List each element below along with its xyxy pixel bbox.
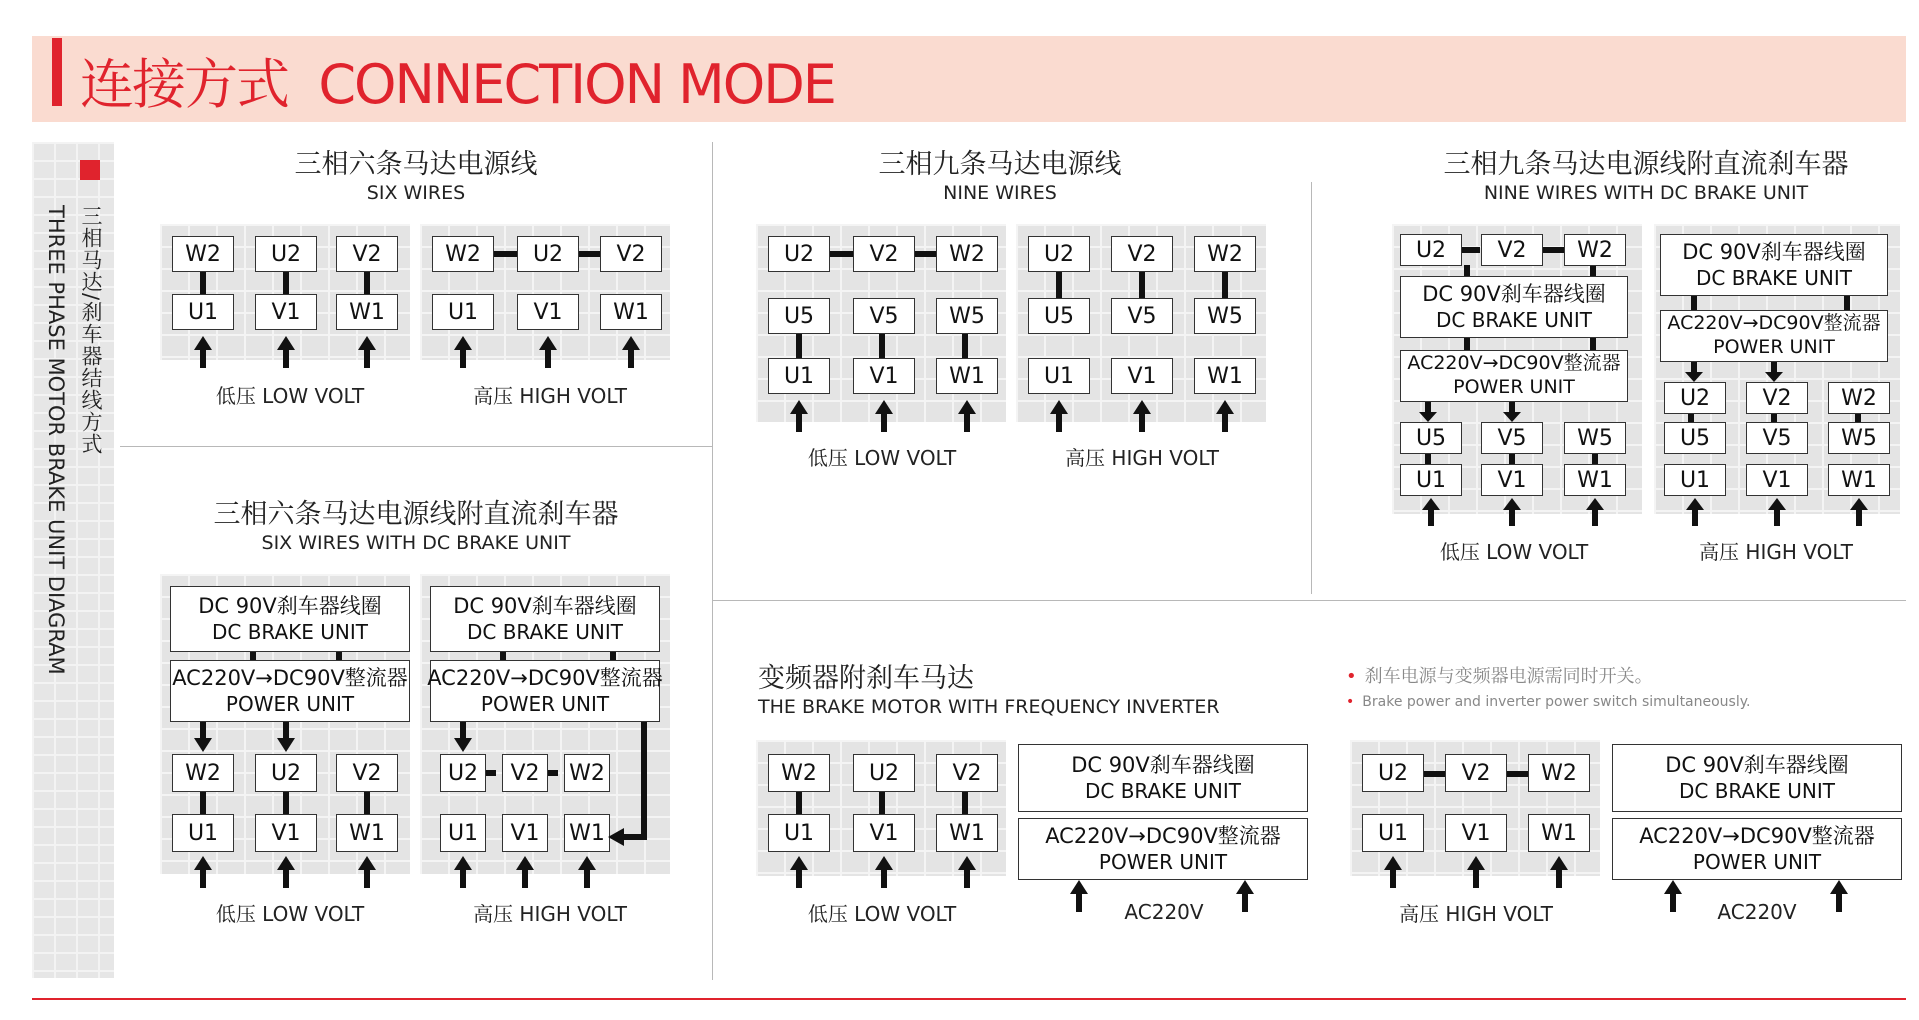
dc-brake-unit-en: DC BRAKE UNIT xyxy=(1695,265,1853,290)
terminal-v2: V2 xyxy=(1746,382,1808,414)
wire-link xyxy=(879,790,885,814)
caption-ac220v: AC220V xyxy=(1717,900,1797,924)
arrow-up-icon xyxy=(578,856,596,888)
wire-link xyxy=(796,790,802,814)
arrow-down-icon xyxy=(1419,402,1437,422)
terminal-v1: V1 xyxy=(853,358,915,394)
section-title-six-brake: 三相六条马达电源线附直流刹车器 xyxy=(213,499,619,530)
power-unit-en: POWER UNIT xyxy=(1713,336,1835,358)
note-en-text: Brake power and inverter power switch simultaneously. xyxy=(1362,694,1751,710)
arrow-up-icon xyxy=(1422,498,1440,526)
terminal-w1: W1 xyxy=(936,358,998,394)
arrow-left-icon xyxy=(608,828,624,846)
arrow-up-icon xyxy=(1050,400,1068,432)
terminal-w5: W5 xyxy=(1194,298,1256,334)
terminal-v2: V2 xyxy=(1481,234,1543,266)
header-accent-bar xyxy=(52,38,62,106)
terminal-w2: W2 xyxy=(1828,382,1890,414)
wire-link xyxy=(283,270,289,294)
terminal-u2: U2 xyxy=(1400,234,1462,266)
dc-brake-unit xyxy=(1400,276,1628,338)
caption-high-volt: 高压 HIGH VOLT xyxy=(473,384,627,408)
terminal-v2: V2 xyxy=(1111,236,1173,272)
power-unit xyxy=(1612,818,1902,880)
terminal-u1: U1 xyxy=(768,814,830,852)
terminal-u1: U1 xyxy=(432,294,494,330)
arrow-down-icon xyxy=(454,722,472,752)
power-unit-cn: AC220V→DC90V整流器 xyxy=(427,666,663,691)
dc-brake-unit xyxy=(430,586,660,652)
arrow-up-icon xyxy=(194,856,212,888)
arrow-up-icon xyxy=(1133,400,1151,432)
terminal-u5: U5 xyxy=(1400,422,1462,454)
dc-brake-unit-cn: DC 90V刹车器线圈 xyxy=(453,594,637,619)
terminal-w2: W2 xyxy=(1564,234,1626,266)
terminal-v1: V1 xyxy=(255,814,317,852)
power-unit-cn: AC220V→DC90V整流器 xyxy=(1045,824,1281,849)
divider-vertical-main xyxy=(712,142,713,980)
caption-low-volt: 低压 LOW VOLT xyxy=(807,902,957,926)
divider-horizontal-left xyxy=(120,446,712,447)
terminal-v1: V1 xyxy=(517,294,579,330)
dc-brake-unit xyxy=(1018,744,1308,812)
terminal-w1: W1 xyxy=(1564,464,1626,496)
wire-link xyxy=(364,790,370,814)
arrow-down-icon xyxy=(1685,362,1703,382)
divider-horizontal-right xyxy=(712,600,1906,601)
terminal-u2: U2 xyxy=(768,236,830,272)
arrow-up-icon xyxy=(454,336,472,368)
terminal-w2: W2 xyxy=(1528,754,1590,792)
caption-high-volt: 高压 HIGH VOLT xyxy=(473,902,627,926)
sidebar-marker xyxy=(80,160,100,180)
arrow-up-icon xyxy=(539,336,557,368)
wire-link xyxy=(962,790,968,814)
arrow-down-icon xyxy=(277,722,295,752)
terminal-w2: W2 xyxy=(1194,236,1256,272)
arrow-up-icon xyxy=(1686,498,1704,526)
terminal-w2: W2 xyxy=(172,754,234,792)
sidebar-title-en: THREE PHASE MOTOR BRAKE UNIT DIAGRAM xyxy=(44,205,68,675)
terminal-v1: V1 xyxy=(502,814,548,852)
wire-link xyxy=(879,334,885,358)
section-title-nine: 三相九条马达电源线 xyxy=(878,149,1122,180)
terminal-u1: U1 xyxy=(1028,358,1090,394)
arrow-up-icon xyxy=(1467,856,1485,888)
wire-link xyxy=(364,270,370,294)
arrow-up-icon xyxy=(1070,880,1088,912)
dc-brake-unit-cn: DC 90V刹车器线圈 xyxy=(1071,753,1255,778)
wire-link xyxy=(1590,336,1596,350)
caption-low-volt: 低压 LOW VOLT xyxy=(215,902,365,926)
dc-brake-unit-en: DC BRAKE UNIT xyxy=(1435,307,1593,332)
terminal-u1: U1 xyxy=(768,358,830,394)
wire-link xyxy=(641,722,647,840)
terminal-w2: W2 xyxy=(768,754,830,792)
terminal-u1: U1 xyxy=(1400,464,1462,496)
arrow-up-icon xyxy=(1586,498,1604,526)
terminal-u5: U5 xyxy=(1664,422,1726,454)
terminal-v2: V2 xyxy=(936,754,998,792)
terminal-v2: V2 xyxy=(1445,754,1507,792)
terminal-u2: U2 xyxy=(440,754,486,792)
terminal-w1: W1 xyxy=(336,814,398,852)
wire-link xyxy=(1056,270,1062,298)
arrow-up-icon xyxy=(1830,880,1848,912)
note-en xyxy=(1346,694,1750,710)
terminal-v5: V5 xyxy=(1746,422,1808,454)
terminal-w5: W5 xyxy=(936,298,998,334)
dc-brake-unit xyxy=(170,586,410,652)
page-title: 连接方式 CONNECTION MODE xyxy=(80,53,835,116)
arrow-up-icon xyxy=(358,856,376,888)
wire-link xyxy=(200,270,206,294)
power-unit xyxy=(1660,310,1888,362)
terminal-u2: U2 xyxy=(1664,382,1726,414)
terminal-w1: W1 xyxy=(600,294,662,330)
arrow-up-icon xyxy=(790,400,808,432)
terminal-w2: W2 xyxy=(936,236,998,272)
terminal-u1: U1 xyxy=(172,294,234,330)
footer-rule xyxy=(32,998,1906,1000)
arrow-up-icon xyxy=(958,856,976,888)
caption-ac220v: AC220V xyxy=(1124,900,1204,924)
section-title-six: 三相六条马达电源线 xyxy=(294,149,538,180)
terminal-u2: U2 xyxy=(853,754,915,792)
wire-link xyxy=(796,334,802,358)
terminal-w5: W5 xyxy=(1564,422,1626,454)
terminal-v2: V2 xyxy=(600,236,662,272)
wire-link xyxy=(1139,270,1145,298)
caption-high-volt: 高压 HIGH VOLT xyxy=(1065,446,1219,470)
terminal-w5: W5 xyxy=(1828,422,1890,454)
terminal-w1: W1 xyxy=(1528,814,1590,852)
wire-link xyxy=(1464,336,1470,350)
terminal-u2: U2 xyxy=(517,236,579,272)
dc-brake-unit-cn: DC 90V刹车器线圈 xyxy=(1422,282,1606,307)
arrow-up-icon xyxy=(358,336,376,368)
caption-low-volt: 低压 LOW VOLT xyxy=(807,446,957,470)
caption-high-volt: 高压 HIGH VOLT xyxy=(1399,902,1553,926)
terminal-u1: U1 xyxy=(172,814,234,852)
arrow-up-icon xyxy=(790,856,808,888)
caption-low-volt: 低压 LOW VOLT xyxy=(1439,540,1589,564)
power-unit xyxy=(1018,818,1308,880)
caption-high-volt: 高压 HIGH VOLT xyxy=(1699,540,1853,564)
terminal-u2: U2 xyxy=(255,236,317,272)
dc-brake-unit xyxy=(1612,744,1902,812)
note-cn xyxy=(1346,662,1653,688)
arrow-up-icon xyxy=(1768,498,1786,526)
terminal-w1: W1 xyxy=(1828,464,1890,496)
power-unit-en: POWER UNIT xyxy=(1098,849,1228,874)
terminal-v5: V5 xyxy=(853,298,915,334)
terminal-w1: W1 xyxy=(336,294,398,330)
arrow-up-icon xyxy=(277,856,295,888)
dc-brake-unit xyxy=(1660,234,1888,296)
arrow-up-icon xyxy=(1503,498,1521,526)
arrow-down-icon xyxy=(194,722,212,752)
section-subtitle-inverter: THE BRAKE MOTOR WITH FREQUENCY INVERTER xyxy=(758,696,1220,718)
power-unit xyxy=(170,660,410,722)
terminal-u1: U1 xyxy=(440,814,486,852)
power-unit-en: POWER UNIT xyxy=(1692,849,1822,874)
section-title-inverter: 变频器附刹车马达 xyxy=(758,663,974,694)
power-unit-en: POWER UNIT xyxy=(225,691,355,716)
arrow-up-icon xyxy=(958,400,976,432)
terminal-v1: V1 xyxy=(1445,814,1507,852)
dc-brake-unit-en: DC BRAKE UNIT xyxy=(1084,778,1242,803)
power-unit-cn: AC220V→DC90V整流器 xyxy=(1407,352,1621,375)
terminal-v2: V2 xyxy=(853,236,915,272)
terminal-w2: W2 xyxy=(432,236,494,272)
dc-brake-unit-en: DC BRAKE UNIT xyxy=(211,619,369,644)
arrow-down-icon xyxy=(1765,362,1783,382)
terminal-u1: U1 xyxy=(1664,464,1726,496)
arrow-up-icon xyxy=(1216,400,1234,432)
terminal-w1: W1 xyxy=(1194,358,1256,394)
power-unit-cn: AC220V→DC90V整流器 xyxy=(1639,824,1875,849)
arrow-up-icon xyxy=(194,336,212,368)
terminal-w1: W1 xyxy=(564,814,610,852)
power-unit-cn: AC220V→DC90V整流器 xyxy=(1667,312,1881,335)
note-bullet-icon: • xyxy=(1346,694,1355,710)
arrow-down-icon xyxy=(1503,402,1521,422)
terminal-v1: V1 xyxy=(1111,358,1173,394)
terminal-v5: V5 xyxy=(1481,422,1543,454)
wire-link xyxy=(283,790,289,814)
terminal-u5: U5 xyxy=(768,298,830,334)
arrow-up-icon xyxy=(1664,880,1682,912)
caption-low-volt: 低压 LOW VOLT xyxy=(215,384,365,408)
section-subtitle-nine-brake: NINE WIRES WITH DC BRAKE UNIT xyxy=(1483,182,1809,204)
arrow-up-icon xyxy=(277,336,295,368)
arrow-up-icon xyxy=(1850,498,1868,526)
power-unit-en: POWER UNIT xyxy=(480,691,610,716)
terminal-v1: V1 xyxy=(1746,464,1808,496)
arrow-up-icon xyxy=(454,856,472,888)
terminal-v1: V1 xyxy=(255,294,317,330)
dc-brake-unit-en: DC BRAKE UNIT xyxy=(1678,778,1836,803)
section-subtitle-six: SIX WIRES xyxy=(366,182,466,204)
terminal-v1: V1 xyxy=(1481,464,1543,496)
arrow-up-icon xyxy=(1236,880,1254,912)
divider-vertical-right xyxy=(1311,182,1312,594)
section-title-nine-brake: 三相九条马达电源线附直流刹车器 xyxy=(1443,149,1849,180)
terminal-w1: W1 xyxy=(936,814,998,852)
terminal-v1: V1 xyxy=(853,814,915,852)
section-subtitle-six-brake: SIX WIRES WITH DC BRAKE UNIT xyxy=(261,532,571,554)
wire-link xyxy=(962,334,968,358)
arrow-up-icon xyxy=(622,336,640,368)
wire-link xyxy=(1222,270,1228,298)
note-bullet-icon: • xyxy=(1346,666,1357,687)
arrow-up-icon xyxy=(875,856,893,888)
note-cn-text: 刹车电源与变频器电源需同时开关。 xyxy=(1364,666,1653,687)
terminal-u2: U2 xyxy=(1028,236,1090,272)
arrow-up-icon xyxy=(1384,856,1402,888)
terminal-u2: U2 xyxy=(255,754,317,792)
dc-brake-unit-cn: DC 90V刹车器线圈 xyxy=(1665,753,1849,778)
terminal-w2: W2 xyxy=(172,236,234,272)
terminal-u5: U5 xyxy=(1028,298,1090,334)
power-unit-cn: AC220V→DC90V整流器 xyxy=(172,666,408,691)
arrow-up-icon xyxy=(1550,856,1568,888)
power-unit xyxy=(427,660,663,722)
power-unit-en: POWER UNIT xyxy=(1453,376,1575,398)
terminal-v2: V2 xyxy=(336,754,398,792)
terminal-v2: V2 xyxy=(502,754,548,792)
dc-brake-unit-cn: DC 90V刹车器线圈 xyxy=(198,594,382,619)
terminal-v2: V2 xyxy=(336,236,398,272)
terminal-v5: V5 xyxy=(1111,298,1173,334)
power-unit xyxy=(1400,350,1628,402)
arrow-up-icon xyxy=(875,400,893,432)
sidebar-title-cn: 三相马达/刹车器结线方式 xyxy=(79,205,103,456)
terminal-u1: U1 xyxy=(1362,814,1424,852)
terminal-w2: W2 xyxy=(564,754,610,792)
arrow-up-icon xyxy=(516,856,534,888)
dc-brake-unit-cn: DC 90V刹车器线圈 xyxy=(1682,240,1866,265)
section-subtitle-nine: NINE WIRES xyxy=(943,182,1057,204)
terminal-u2: U2 xyxy=(1362,754,1424,792)
dc-brake-unit-en: DC BRAKE UNIT xyxy=(466,619,624,644)
wire-link xyxy=(200,790,206,814)
